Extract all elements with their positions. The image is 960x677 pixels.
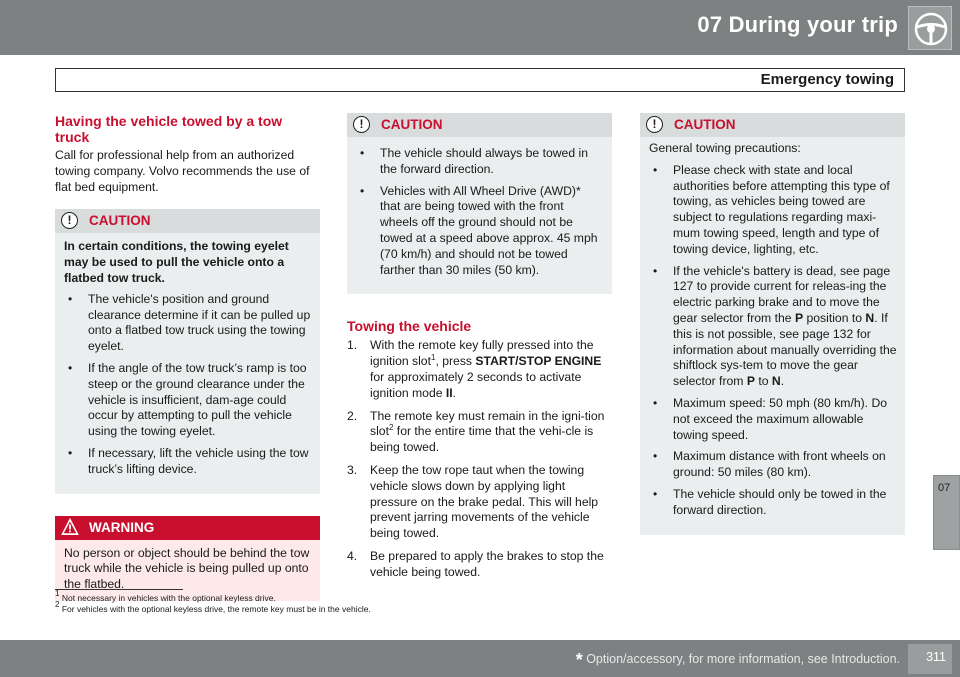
caution-label: CAUTION [89, 213, 151, 229]
step-number: 4. [347, 548, 358, 563]
caution-item: • Maximum speed: 50 mph (80 km/h). Do not exceed the maximum allowable towing speed. [649, 396, 897, 443]
chapter-title: 07 During your trip [697, 12, 898, 37]
footnote-number: 2 [55, 600, 60, 609]
footnote-1 [55, 589, 371, 604]
chapter-header-bar [0, 0, 960, 55]
step-text: . [452, 385, 457, 400]
gear-n-label: N [865, 310, 875, 325]
caution-text: . [780, 374, 785, 389]
step-text: for approximately 2 seconds to activate ignition mode [370, 369, 582, 400]
caution-box-direction [347, 113, 612, 294]
footnote-2 [55, 600, 371, 615]
warning-triangle-icon [61, 518, 79, 536]
footnote-ref[interactable]: 2 [388, 423, 394, 433]
warning-header [55, 516, 320, 540]
section-title-bar [55, 68, 905, 92]
caution-item [649, 264, 897, 390]
footnotes [55, 589, 371, 615]
caution-item: • If necessary, lift the vehicle using the tow truck’s lifting device. [64, 446, 312, 478]
chapter-side-tab-label: 07 [938, 482, 951, 494]
step-text: With the remote key fully pressed into the ignition slot [370, 338, 594, 369]
caution-header [347, 113, 612, 137]
footer-text: Option/accessory, for more information, see Introduction. [586, 652, 900, 666]
caution-header [55, 209, 320, 233]
step-number: 3. [347, 462, 358, 477]
footer-note [576, 650, 900, 671]
caution-item: • Please check with state and local authorities before attempting this type of towing, as vehicles being towed are subject to regulations regarding maxi-mum towing speed, length and type of towing device, lighting, etc. [649, 163, 897, 258]
step-text: Be prepared to apply the brakes to stop the vehicle being towed. [370, 548, 604, 579]
caution-label: CAUTION [381, 117, 443, 132]
warning-label: WARNING [89, 519, 155, 535]
section-title: Emergency towing [760, 71, 894, 88]
footnote-number: 1 [55, 589, 60, 598]
caution-label: CAUTION [674, 117, 736, 132]
step-item [347, 463, 612, 542]
caution-text: If the vehicle's battery is dead, see page 127 to provide current for releas-ing the electric parking brake and to move the gear selector from the [673, 263, 891, 325]
caution-item: • The vehicle's position and ground clearance determine if it can be pulled up onto a flatbed tow truck using the towing eyelet. [64, 292, 312, 355]
footnote-text: Not necessary in vehicles with the optional keyless drive. [61, 593, 276, 603]
warning-text: No person or object should be behind the tow truck while the vehicle is being pulled up onto the flatbed. [64, 545, 310, 592]
gear-n-label: N [771, 374, 781, 389]
step-text: The remote key must remain in the igni-tion slot [370, 408, 605, 439]
footnote-ref[interactable]: 1 [430, 353, 436, 363]
intro-paragraph: Call for professional help from an authorized towing company. Volvo recommends the use of flat bed equipment. [55, 148, 310, 194]
caution-box-general [640, 113, 905, 535]
footnote-text: For vehicles with the optional keyless drive, the remote key must be in the vehicle. [61, 604, 371, 614]
step-number: 2. [347, 408, 358, 423]
chapter-side-tab[interactable] [933, 475, 960, 550]
ignition-mode-label: II [445, 385, 453, 400]
step-text: , press [435, 354, 476, 369]
caution-header [640, 113, 905, 137]
column-1 [55, 113, 320, 601]
step-item [347, 338, 612, 401]
asterisk-icon: * [575, 650, 583, 670]
step-text: Keep the tow rope taut when the towing vehicle slows down by applying light pressure on the brake pedal. This will help prevent jarring movements of the vehicle being towed. [370, 462, 599, 541]
gear-p-label: P [794, 310, 804, 325]
column-2 [347, 113, 612, 588]
caution-item: • The vehicle should always be towed in the forward direction. [356, 146, 604, 178]
caution-item: • Vehicles with All Wheel Drive (AWD)* that are being towed with the front wheels off the ground should not be towed at a speed above approx. 45 mph (70 km/h) and should not be towed farther than 30 miles (50 km). [356, 184, 604, 279]
caution-text: . If this is not possible, see page 132 for information about manually overriding the shiftlock sys-tem to move the gear selector from [673, 310, 897, 389]
towing-steps-list [347, 338, 612, 580]
caution-icon: ! [61, 212, 78, 229]
caution-item: • The vehicle should only be towed in the forward direction. [649, 487, 897, 519]
caution-item: • If the angle of the tow truck’s ramp is too steep or the ground clearance under the vehicle is insufficient, dam-age could occur by attempting to pull the vehicle using the towing eyelet. [64, 361, 312, 440]
start-stop-engine-label: START/STOP ENGINE [475, 354, 602, 369]
caution-text: position to [803, 310, 866, 325]
steering-wheel-icon [909, 7, 953, 51]
footer-bar [0, 640, 960, 677]
heading-towed-by-tow-truck: Having the vehicle towed by a tow truck [55, 113, 283, 145]
heading-towing-the-vehicle: Towing the vehicle [347, 318, 472, 335]
footnote-rule [55, 589, 183, 590]
gear-p-label: P [746, 374, 755, 389]
chapter-icon-box [908, 6, 952, 50]
column-3 [640, 113, 905, 535]
step-text: for the entire time that the vehi-cle is being towed. [370, 424, 594, 455]
caution-item: • Maximum distance with front wheels on ground: 50 miles (80 km). [649, 449, 897, 481]
page-number: 311 [926, 650, 946, 664]
caution-lead: General towing precautions: [649, 141, 801, 155]
step-number: 1. [347, 338, 358, 353]
caution-text: to [754, 374, 772, 389]
step-item [347, 549, 612, 581]
caution-box-flatbed [55, 209, 320, 493]
caution-icon: ! [646, 116, 663, 133]
step-item [347, 409, 612, 456]
caution-icon: ! [353, 116, 370, 133]
caution-lead: In certain conditions, the towing eyelet may be used to pull the vehicle onto a flatbed tow truck. [64, 239, 289, 285]
